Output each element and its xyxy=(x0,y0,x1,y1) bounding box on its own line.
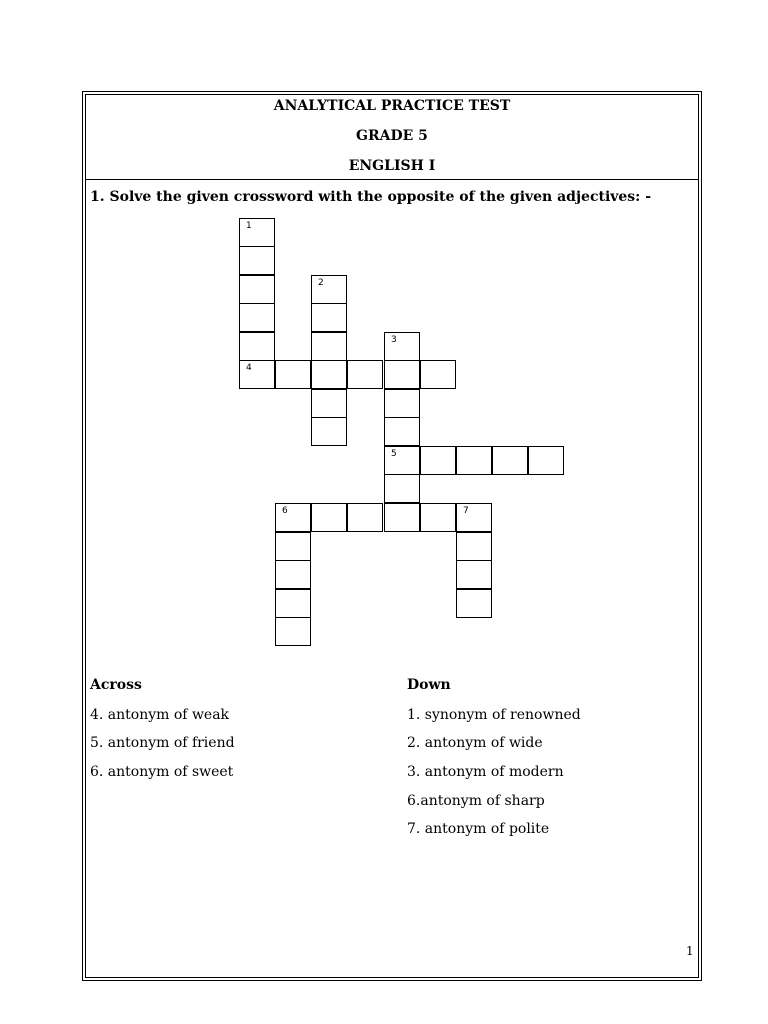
down-clue: 6.antonym of sharp xyxy=(407,793,545,809)
down-clue: 7. antonym of polite xyxy=(407,821,550,837)
crossword-cell[interactable] xyxy=(347,360,383,389)
page-number: 1 xyxy=(686,944,694,958)
across-clue: 5. antonym of friend xyxy=(90,735,235,751)
crossword-cell[interactable] xyxy=(275,503,311,532)
crossword-cell[interactable] xyxy=(384,360,420,389)
crossword-cell[interactable] xyxy=(311,503,347,532)
crossword-cell[interactable] xyxy=(311,417,347,446)
crossword-cell[interactable] xyxy=(384,417,420,446)
crossword-cell[interactable] xyxy=(384,503,420,532)
across-clue: 4. antonym of weak xyxy=(90,707,230,723)
clue-number: 2 xyxy=(318,278,324,288)
crossword-cell[interactable] xyxy=(239,246,275,275)
crossword-cell[interactable] xyxy=(311,275,347,304)
across-heading: Across xyxy=(90,677,142,693)
clue-number: 1 xyxy=(246,221,252,231)
crossword-cell[interactable] xyxy=(239,218,275,247)
clue-number: 7 xyxy=(463,506,469,516)
crossword-cell[interactable] xyxy=(239,332,275,361)
crossword-cell[interactable] xyxy=(456,589,492,618)
crossword-cell[interactable] xyxy=(311,360,347,389)
crossword-cell[interactable] xyxy=(384,389,420,418)
subject-label: ENGLISH I xyxy=(348,158,436,174)
clue-number: 6 xyxy=(282,506,288,516)
clue-number: 5 xyxy=(391,449,397,459)
crossword-cell[interactable] xyxy=(384,446,420,475)
crossword-cell[interactable] xyxy=(275,560,311,589)
crossword-cell[interactable] xyxy=(275,532,311,561)
down-heading: Down xyxy=(407,677,451,693)
crossword-cell[interactable] xyxy=(492,446,528,475)
clue-number: 4 xyxy=(246,363,252,373)
crossword-cell[interactable] xyxy=(456,560,492,589)
crossword-cell[interactable] xyxy=(311,303,347,332)
page-inner-border xyxy=(85,94,699,978)
crossword-cell[interactable] xyxy=(275,589,311,618)
down-clue: 1. synonym of renowned xyxy=(407,707,581,723)
question-text: 1. Solve the given crossword with the opposite of the given adjectives: - xyxy=(90,189,652,205)
crossword-cell[interactable] xyxy=(456,532,492,561)
crossword-cell[interactable] xyxy=(239,303,275,332)
crossword-cell[interactable] xyxy=(275,617,311,646)
down-clue: 2. antonym of wide xyxy=(407,735,543,751)
test-title: ANALYTICAL PRACTICE TEST xyxy=(273,98,511,114)
crossword-cell[interactable] xyxy=(239,360,275,389)
clue-number: 3 xyxy=(391,335,397,345)
crossword-cell[interactable] xyxy=(420,503,456,532)
crossword-cell[interactable] xyxy=(311,332,347,361)
crossword-cell[interactable] xyxy=(239,275,275,304)
down-clue: 3. antonym of modern xyxy=(407,764,564,780)
crossword-cell[interactable] xyxy=(275,360,311,389)
crossword-cell[interactable] xyxy=(528,446,564,475)
crossword-cell[interactable] xyxy=(311,389,347,418)
crossword-cell[interactable] xyxy=(384,474,420,503)
crossword-cell[interactable] xyxy=(384,332,420,361)
grade-label: GRADE 5 xyxy=(356,128,428,144)
crossword-cell[interactable] xyxy=(420,446,456,475)
crossword-cell[interactable] xyxy=(420,360,456,389)
across-clue: 6. antonym of sweet xyxy=(90,764,234,780)
header xyxy=(85,94,699,180)
crossword-cell[interactable] xyxy=(456,503,492,532)
crossword-cell[interactable] xyxy=(347,503,383,532)
crossword-cell[interactable] xyxy=(456,446,492,475)
